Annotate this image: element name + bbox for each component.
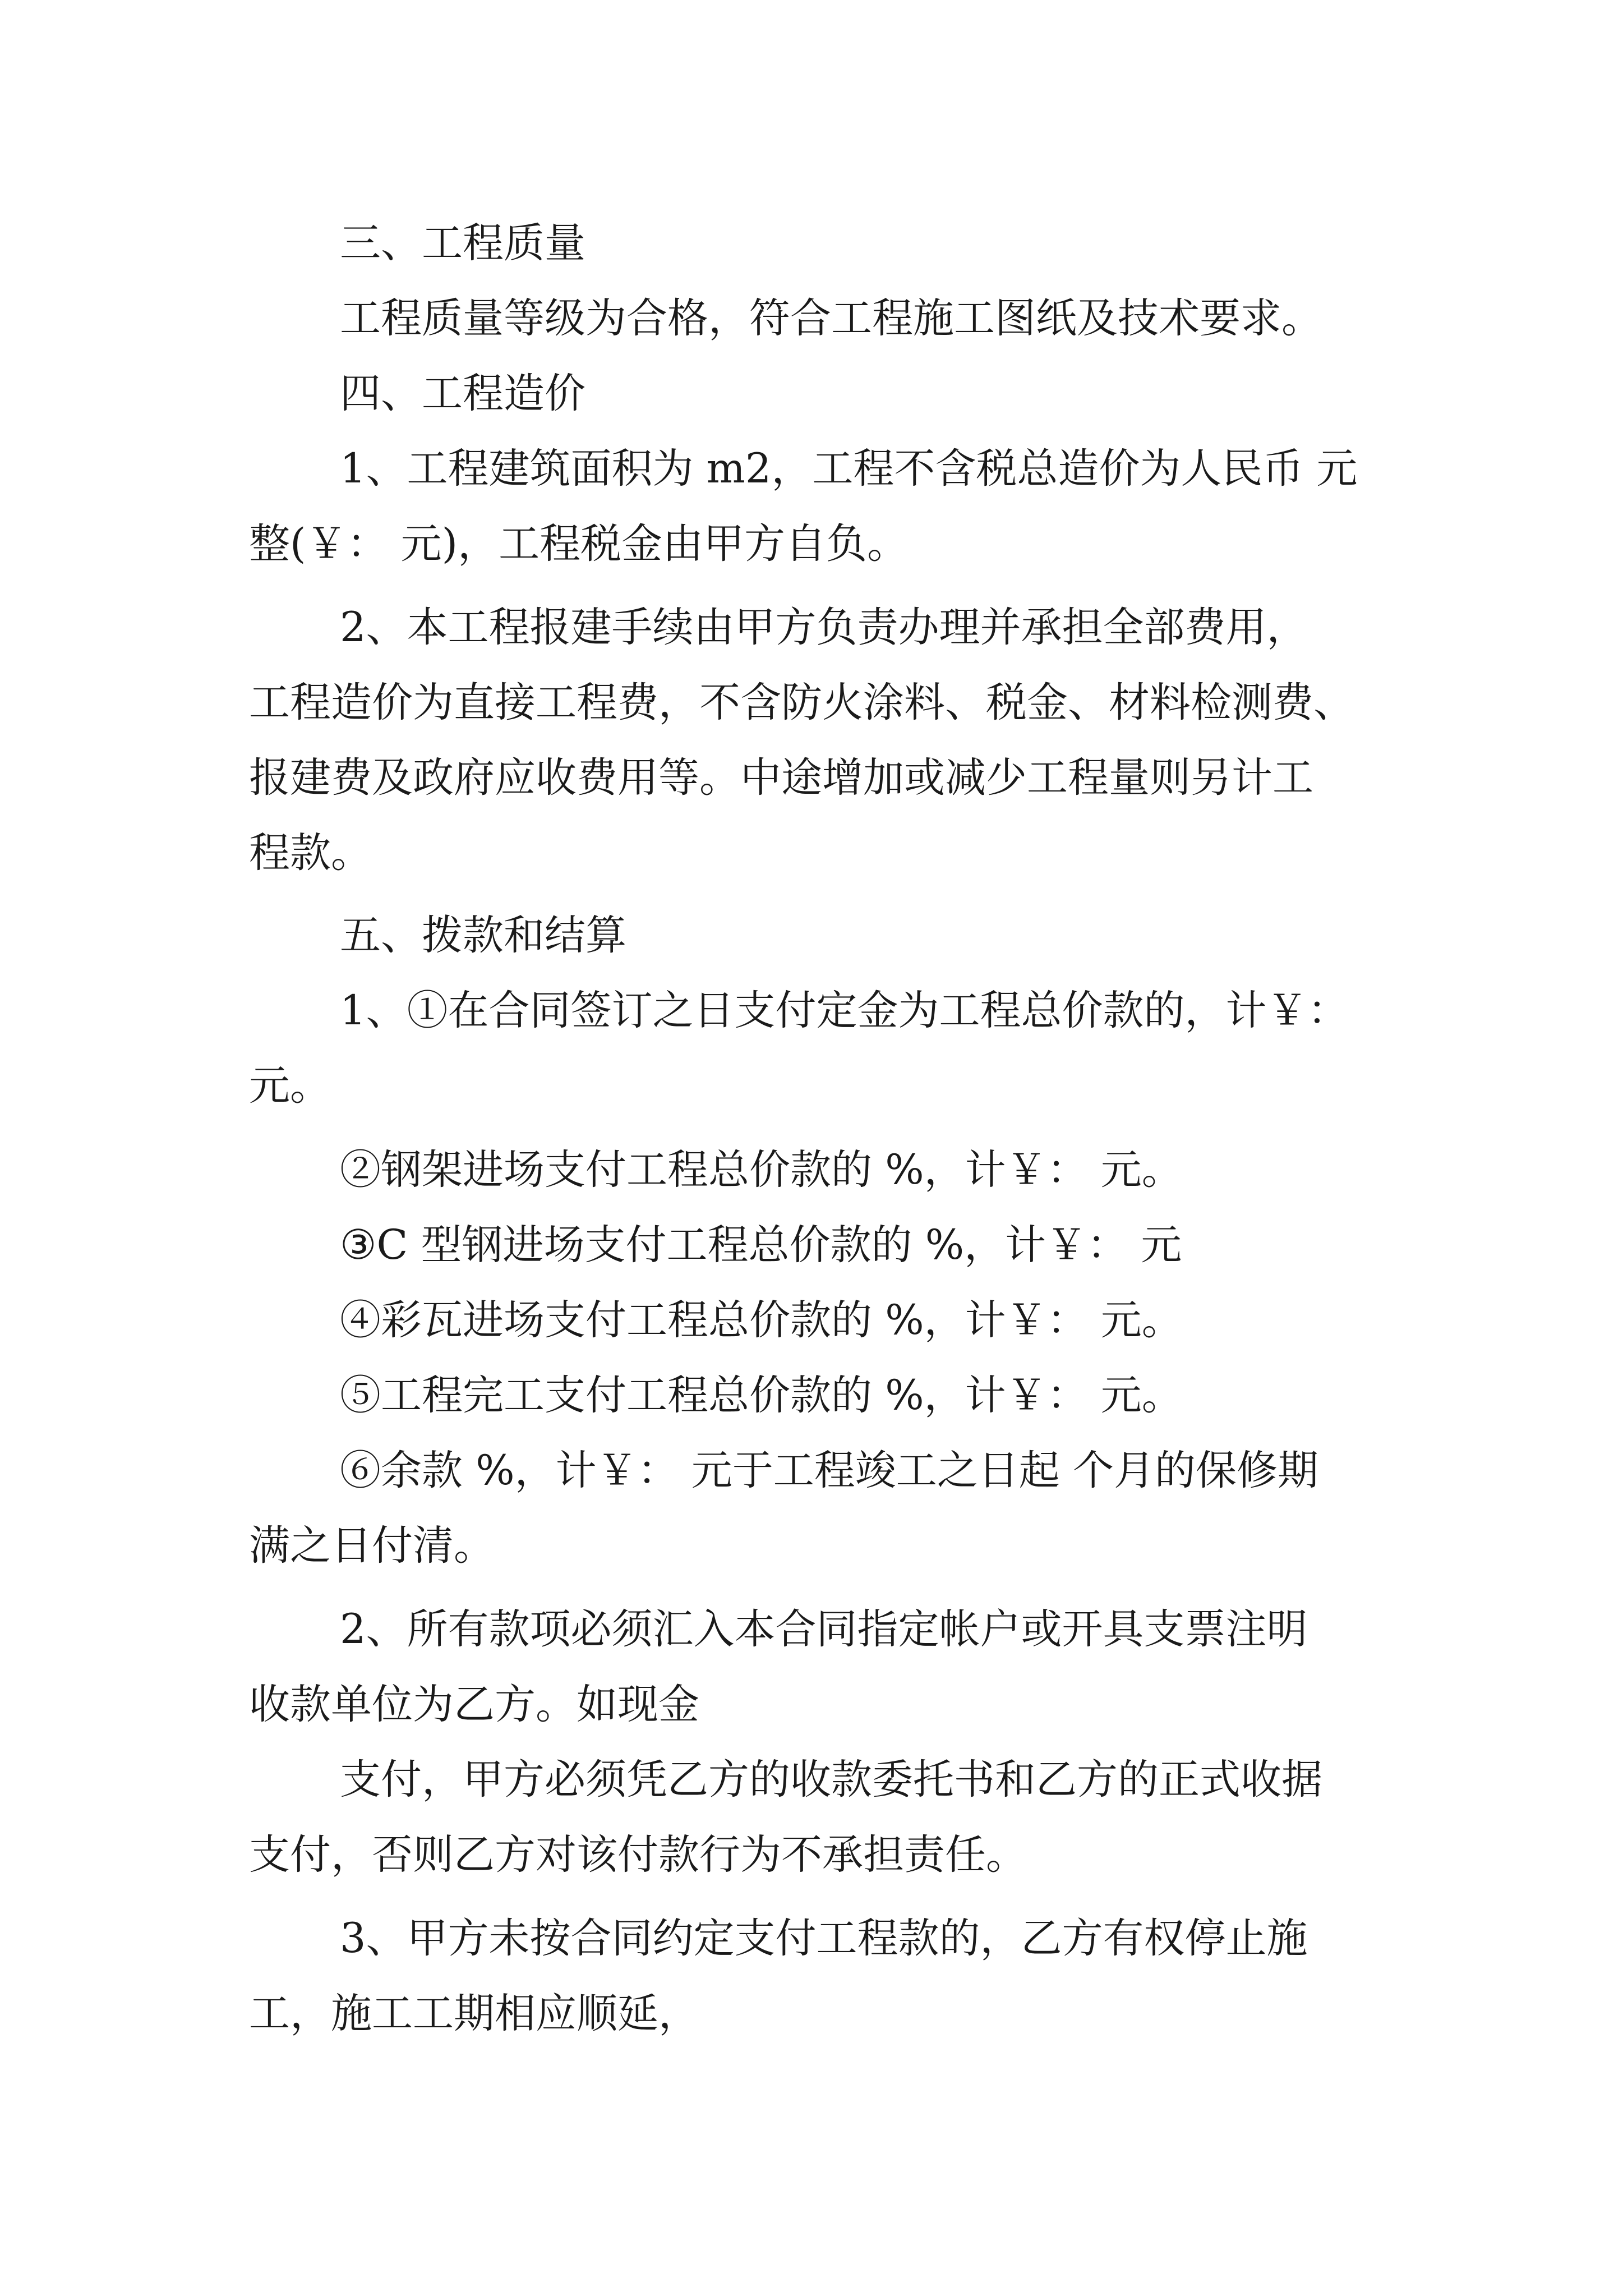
section-heading-quality: 三、工程质量	[340, 219, 585, 267]
paragraph-line: 3、甲方未按合同约定支付工程款的，乙方有权停止施	[340, 1915, 1308, 1962]
paragraph-line: 收款单位为乙方。如现金	[249, 1681, 699, 1728]
list-item: ③C 型钢进场支付工程总价款的 %，计￥： 元	[340, 1221, 1182, 1269]
paragraph-line: 支付，甲方必须凭乙方的收款委托书和乙方的正式收据	[340, 1756, 1322, 1803]
paragraph-line: 1、工程建筑面积为 m2，工程不含税总造价为人民币 元	[340, 445, 1358, 493]
section-heading-payment: 五、拨款和结算	[340, 912, 626, 959]
list-item: ⑥余款 %，计￥： 元于工程竣工之日起 个月的保修期	[340, 1447, 1318, 1494]
paragraph-line: 支付，否则乙方对该付款行为不承担责任。	[249, 1831, 1027, 1879]
section-heading-cost: 四、工程造价	[340, 370, 585, 417]
list-item: ④彩瓦进场支付工程总价款的 %，计￥： 元。	[340, 1296, 1183, 1344]
paragraph-line: 2、本工程报建手续由甲方负责办理并承担全部费用，	[340, 604, 1308, 651]
paragraph-line: 元。	[249, 1062, 331, 1110]
paragraph-line: 满之日付清。	[249, 1522, 495, 1570]
paragraph-line: 工程质量等级为合格，符合工程施工图纸及技术要求。	[340, 295, 1322, 342]
paragraph-line: 程款。	[249, 829, 372, 877]
paragraph-line: 工程造价为直接工程费，不含防火涂料、税金、材料检测费、	[249, 679, 1354, 726]
paragraph-line: 1、①在合同签订之日支付定金为工程总价款的，计￥：	[340, 987, 1349, 1034]
paragraph-line: 整(￥： 元)，工程税金由甲方自负。	[249, 520, 909, 568]
paragraph-line: 报建费及政府应收费用等。中途增加或减少工程量则另计工	[249, 754, 1313, 802]
list-item: ⑤工程完工支付工程总价款的 %，计￥： 元。	[340, 1372, 1183, 1419]
list-item: ②钢架进场支付工程总价款的 %，计￥： 元。	[340, 1146, 1183, 1194]
paragraph-line: 工，施工工期相应顺延，	[249, 1990, 699, 2037]
paragraph-line: 2、所有款项必须汇入本合同指定帐户或开具支票注明	[340, 1605, 1308, 1653]
